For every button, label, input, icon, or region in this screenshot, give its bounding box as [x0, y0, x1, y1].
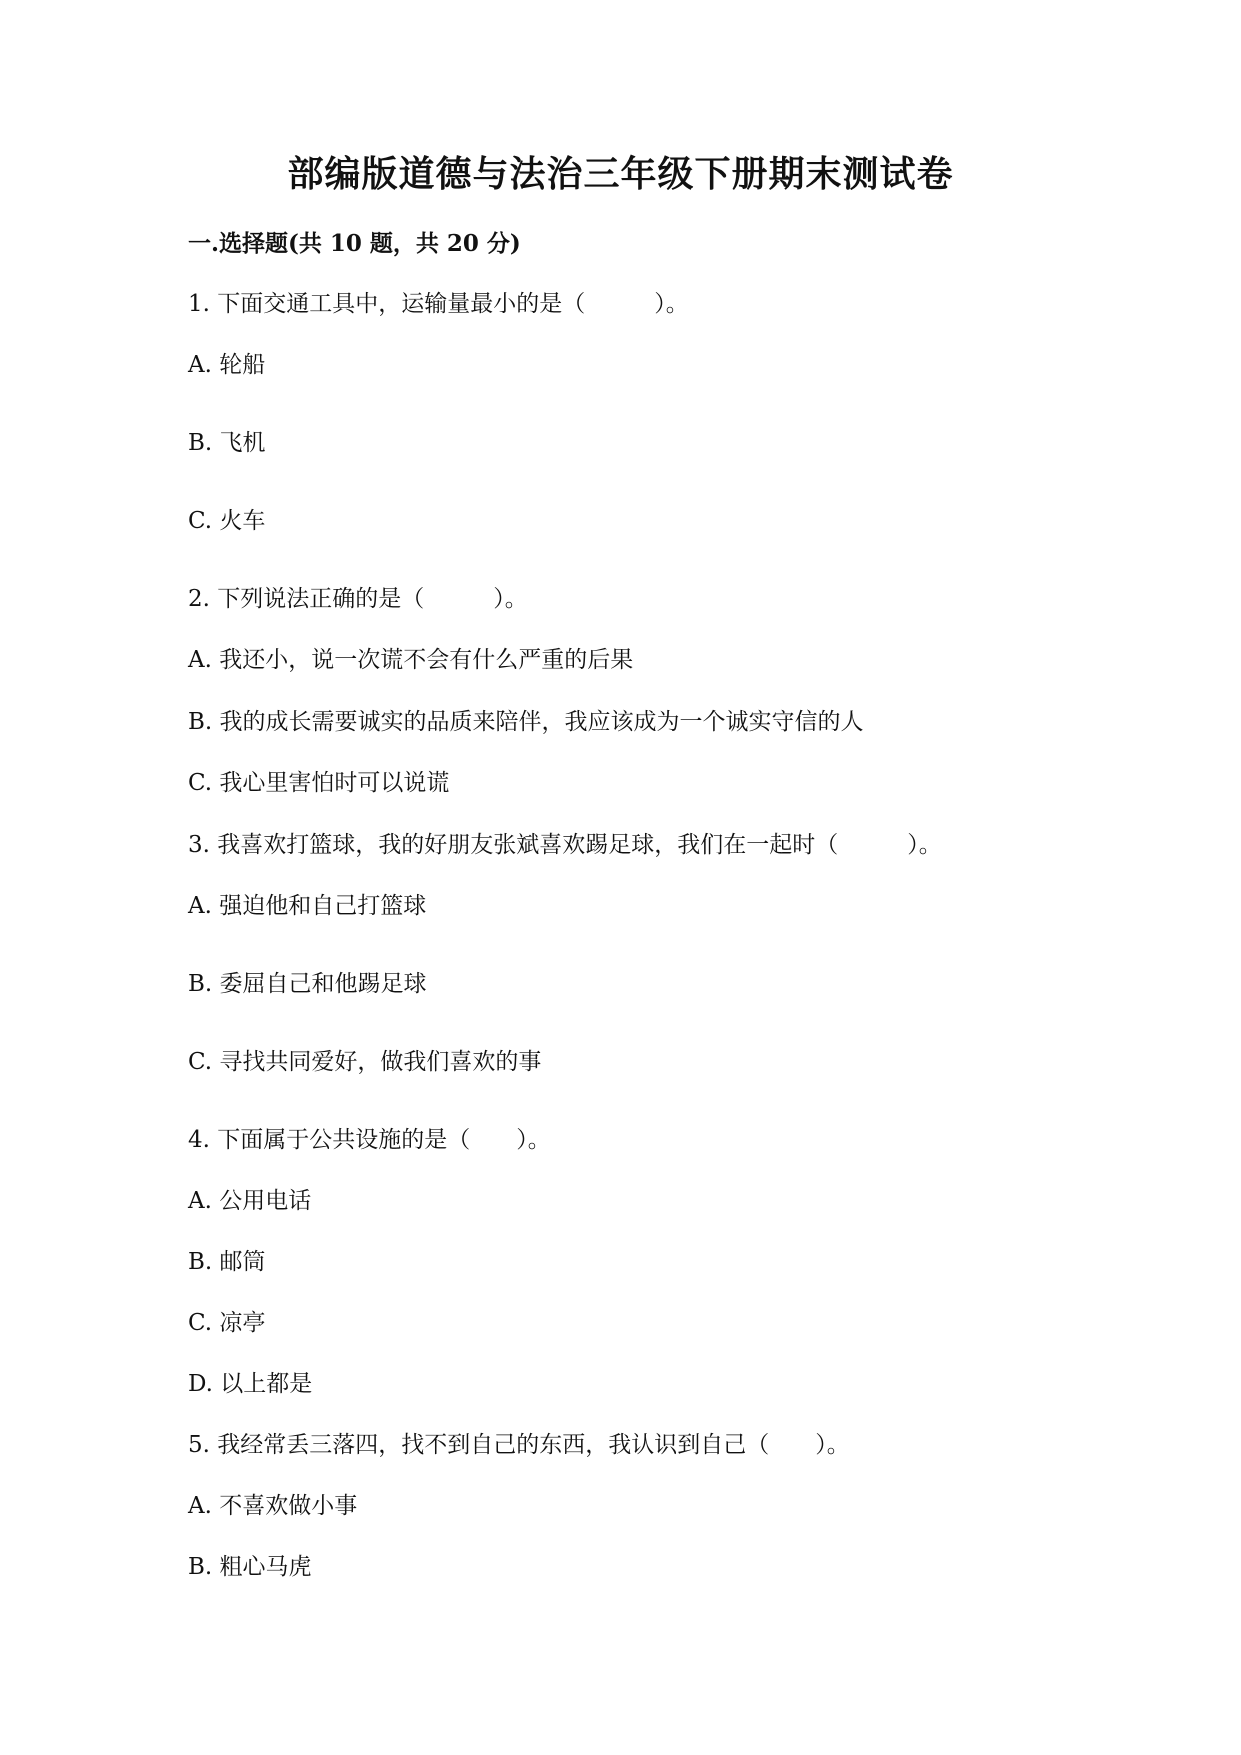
question-4-stem: 4. 下面属于公共设施的是（ ）。: [188, 1127, 551, 1153]
question-2-option-a: A. 我还小，说一次谎不会有什么严重的后果: [188, 647, 634, 673]
question-5-stem: 5. 我经常丢三落四，找不到自己的东西，我认识到自己（ ）。: [188, 1432, 850, 1458]
question-1-option-c: C. 火车: [188, 508, 266, 534]
question-3-option-b: B. 委屈自己和他踢足球: [188, 971, 427, 997]
question-4-option-b: B. 邮筒: [188, 1249, 266, 1275]
page-title: 部编版道德与法治三年级下册期末测试卷: [287, 153, 954, 195]
question-3-option-c: C. 寻找共同爱好，做我们喜欢的事: [188, 1049, 542, 1075]
question-3-stem: 3. 我喜欢打篮球，我的好朋友张斌喜欢踢足球，我们在一起时（ ）。: [188, 832, 942, 858]
question-2-stem: 2. 下列说法正确的是（ ）。: [188, 586, 528, 612]
question-4-option-c: C. 凉亭: [188, 1310, 266, 1336]
question-3-option-a: A. 强迫他和自己打篮球: [188, 893, 427, 919]
question-5-option-a: A. 不喜欢做小事: [188, 1493, 358, 1519]
question-4-option-d: D. 以上都是: [188, 1371, 313, 1397]
question-2-option-c: C. 我心里害怕时可以说谎: [188, 770, 450, 796]
section-heading: 一.选择题(共 10 题，共 20 分): [188, 230, 521, 257]
question-4-option-a: A. 公用电话: [188, 1188, 312, 1214]
question-1-stem: 1. 下面交通工具中，运输量最小的是（ ）。: [188, 291, 689, 317]
question-2-option-b: B. 我的成长需要诚实的品质来陪伴，我应该成为一个诚实守信的人: [188, 709, 864, 735]
question-1-option-a: A. 轮船: [188, 352, 266, 378]
question-5-option-b: B. 粗心马虎: [188, 1554, 312, 1580]
question-1-option-b: B. 飞机: [188, 430, 266, 456]
